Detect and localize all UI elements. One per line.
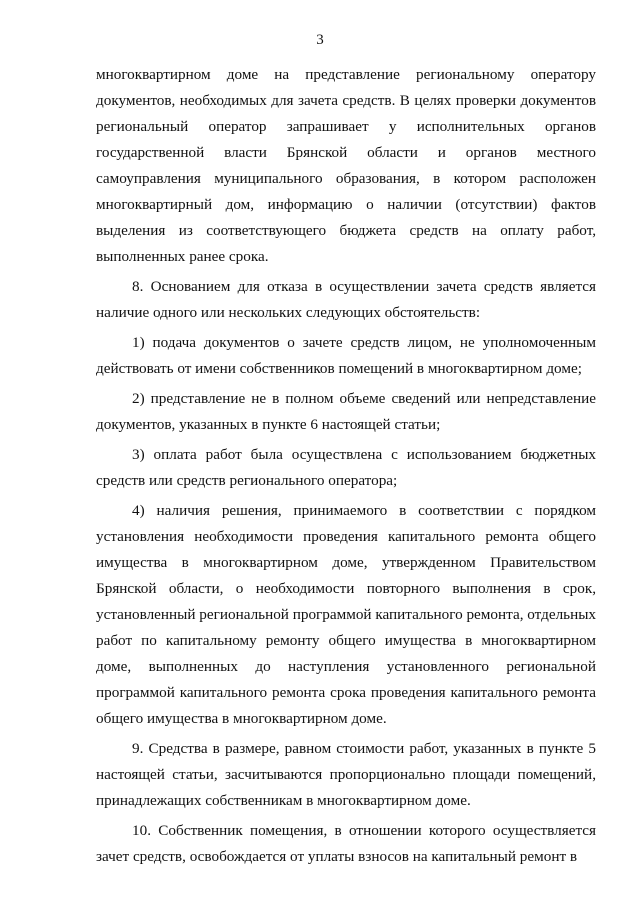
- paragraph-subitem-1: 1) подача документов о зачете средств лицом, не уполномоченным действовать от имени собственников помещений в многоквартирном доме;: [96, 334, 596, 377]
- paragraph-subitem-2: 2) представление не в полном объеме сведений или непредставление документов, указанных в пункте 6 настоящей статьи;: [96, 390, 596, 433]
- paragraph-subitem-3: 3) оплата работ была осуществлена с использованием бюджетных средств или средств регионального оператора;: [96, 446, 596, 489]
- document-body: [96, 62, 596, 874]
- paragraph-item-10: 10. Собственник помещения, в отношении которого осуществляется зачет средств, освобождается от уплаты взносов на капитальный ремонт в: [96, 822, 596, 865]
- paragraph-subitem-4: 4) наличия решения, принимаемого в соответствии с порядком установления необходимости проведения капитального ремонта общего имущества в многоквартирном доме, утвержденном Правительством Брянской области, о необходимости повторного выполнения в срок, установленный региональной программой капитального ремонта, отдельных работ по капитальному ремонту общего имущества в многоквартирном доме, выполненных до наступления установленного региональной программой капитального ремонта срока проведения капитального ремонта общего имущества в многоквартирном доме.: [96, 502, 597, 727]
- paragraph-item-8: 8. Основанием для отказа в осуществлении зачета средств является наличие одного или нескольких следующих обстоятельств:: [96, 278, 596, 321]
- page-number: 3: [316, 32, 324, 48]
- paragraph-continuation: многоквартирном доме на представление региональному оператору документов, необходимых для зачета средств. В целях проверки документов региональный оператор запрашивает у исполнительных органов государственной власти Брянской области и органов местного самоуправления муниципального образования, в котором расположен многоквартирный дом, информацию о наличии (отсутствии) фактов выделения из соответствующего бюджета средств на оплату работ, выполненных ранее срока.: [96, 66, 596, 265]
- paragraph-item-9: 9. Средства в размере, равном стоимости работ, указанных в пункте 5 настоящей статьи, засчитываются пропорционально площади помещений, принадлежащих собственникам в многоквартирном доме.: [96, 740, 596, 809]
